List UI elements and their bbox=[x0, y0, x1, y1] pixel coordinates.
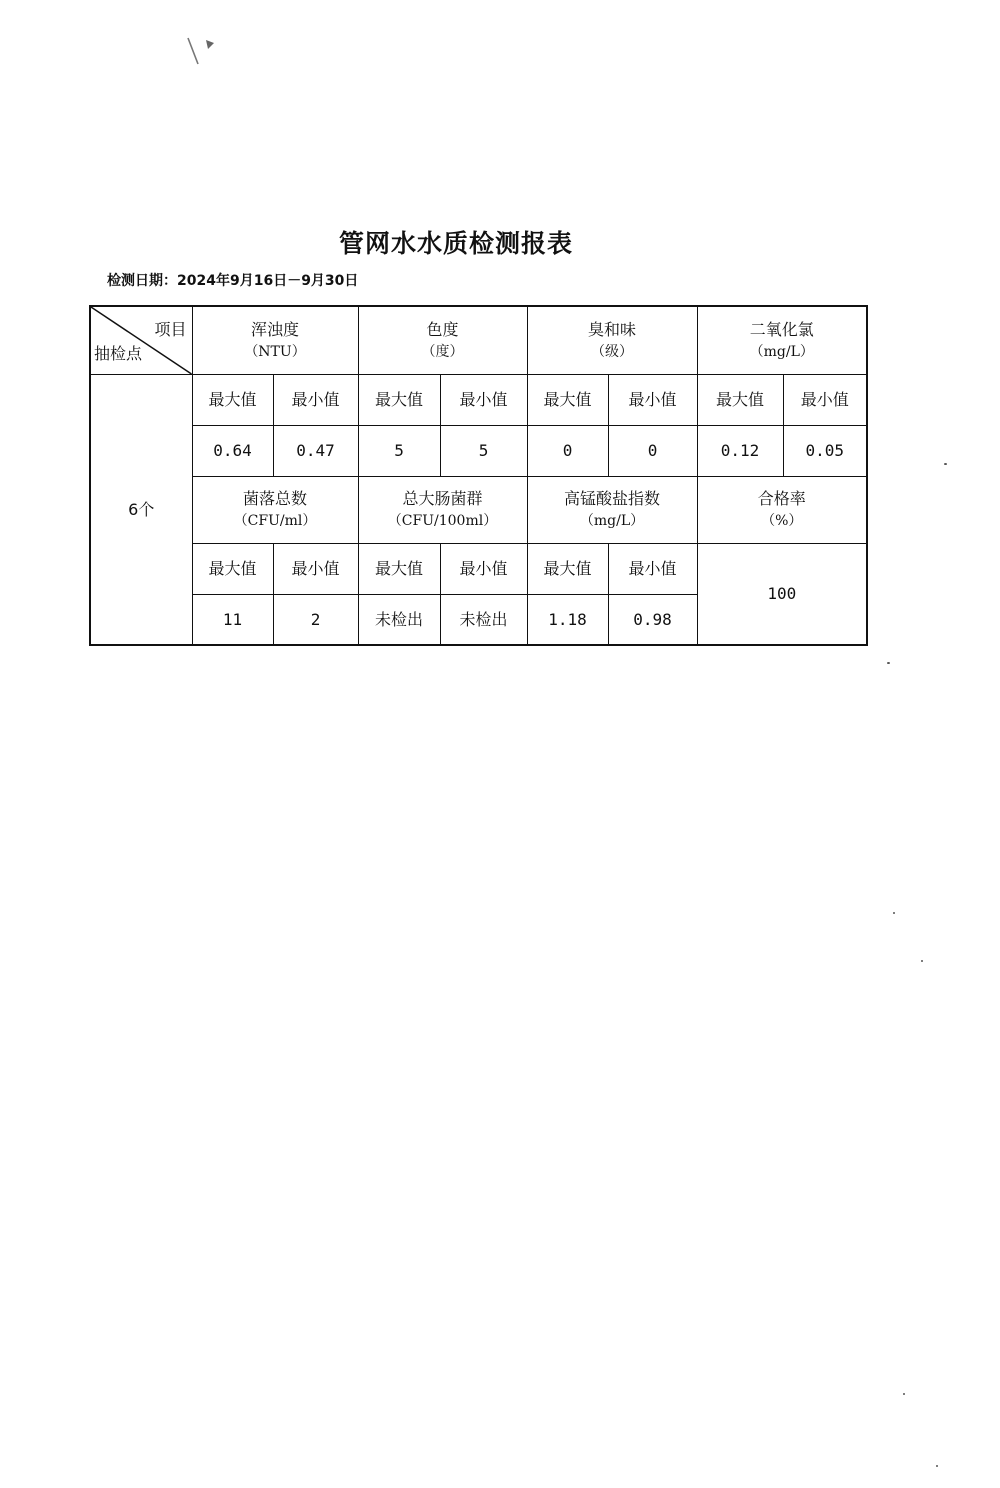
color-min: 5 bbox=[440, 426, 527, 477]
scan-speck bbox=[887, 662, 890, 664]
pass-rate-value: 100 bbox=[697, 544, 867, 646]
param-unit: （CFU/100ml） bbox=[387, 513, 498, 529]
permanganate-index-max: 1.18 bbox=[527, 595, 608, 646]
subheader-row-2 bbox=[90, 544, 867, 595]
param-header-colony-count bbox=[192, 477, 358, 544]
param-header-pass-rate bbox=[697, 477, 867, 544]
param-unit: （%） bbox=[761, 513, 803, 529]
chlorine-dioxide-min: 0.05 bbox=[783, 426, 867, 477]
param-header-color bbox=[358, 306, 527, 375]
scan-speck bbox=[893, 912, 895, 914]
odor-min: 0 bbox=[608, 426, 697, 477]
subheader-row-1 bbox=[90, 375, 867, 426]
permanganate-index-min: 0.98 bbox=[608, 595, 697, 646]
min-label: 最小值 bbox=[608, 544, 697, 595]
max-label: 最大值 bbox=[527, 375, 608, 426]
min-label: 最小值 bbox=[440, 544, 527, 595]
scan-mark bbox=[186, 36, 216, 68]
param-name: 菌落总数 bbox=[243, 489, 308, 508]
max-label: 最大值 bbox=[192, 544, 273, 595]
max-label: 最大值 bbox=[358, 544, 440, 595]
param-name: 总大肠菌群 bbox=[402, 489, 483, 508]
scan-speck bbox=[903, 1393, 905, 1395]
param-header-total-coliforms bbox=[358, 477, 527, 544]
scan-speck bbox=[921, 960, 923, 962]
date-range: 2024年9月16日－9月30日 bbox=[177, 273, 359, 289]
date-line bbox=[107, 270, 358, 290]
header-row-2 bbox=[90, 477, 867, 544]
corner-item-label: 项目 bbox=[154, 320, 187, 339]
turbidity-min: 0.47 bbox=[273, 426, 358, 477]
scan-speck bbox=[936, 1465, 938, 1467]
value-row-1 bbox=[90, 426, 867, 477]
odor-max: 0 bbox=[527, 426, 608, 477]
param-unit: （mg/L） bbox=[579, 513, 645, 529]
page-title: 管网水水质检测报表 bbox=[338, 229, 573, 258]
param-unit: （CFU/ml） bbox=[233, 513, 317, 529]
corner-header-cell bbox=[90, 306, 192, 375]
param-unit: （NTU） bbox=[244, 343, 306, 360]
param-name: 浑浊度 bbox=[251, 319, 300, 339]
max-label: 最大值 bbox=[697, 375, 783, 426]
corner-point-label: 抽检点 bbox=[94, 344, 143, 363]
water-quality-table bbox=[89, 305, 868, 646]
scan-speck bbox=[944, 463, 947, 465]
max-label: 最大值 bbox=[192, 375, 273, 426]
param-header-permanganate-index bbox=[527, 477, 697, 544]
param-header-chlorine-dioxide bbox=[697, 306, 867, 375]
param-name: 二氧化氯 bbox=[749, 319, 814, 339]
param-name: 臭和味 bbox=[588, 319, 637, 339]
param-unit: （mg/L） bbox=[749, 343, 814, 360]
colony-count-min: 2 bbox=[273, 595, 358, 646]
min-label: 最小值 bbox=[783, 375, 867, 426]
date-label: 检测日期： bbox=[107, 273, 177, 289]
turbidity-max: 0.64 bbox=[192, 426, 273, 477]
min-label: 最小值 bbox=[608, 375, 697, 426]
color-max: 5 bbox=[358, 426, 440, 477]
header-row-1 bbox=[90, 306, 867, 375]
param-name: 高锰酸盐指数 bbox=[564, 489, 661, 508]
colony-count-max: 11 bbox=[192, 595, 273, 646]
total-coliforms-min: 未检出 bbox=[440, 595, 527, 646]
param-header-turbidity bbox=[192, 306, 358, 375]
param-name: 色度 bbox=[426, 319, 459, 339]
chlorine-dioxide-max: 0.12 bbox=[697, 426, 783, 477]
param-unit: （度） bbox=[421, 343, 464, 360]
param-name: 合格率 bbox=[757, 489, 806, 508]
total-coliforms-max: 未检出 bbox=[358, 595, 440, 646]
sample-points-cell: 6个 bbox=[90, 375, 192, 646]
max-label: 最大值 bbox=[527, 544, 608, 595]
param-unit: （级） bbox=[591, 343, 634, 360]
min-label: 最小值 bbox=[273, 375, 358, 426]
max-label: 最大值 bbox=[358, 375, 440, 426]
min-label: 最小值 bbox=[440, 375, 527, 426]
param-header-odor bbox=[527, 306, 697, 375]
min-label: 最小值 bbox=[273, 544, 358, 595]
